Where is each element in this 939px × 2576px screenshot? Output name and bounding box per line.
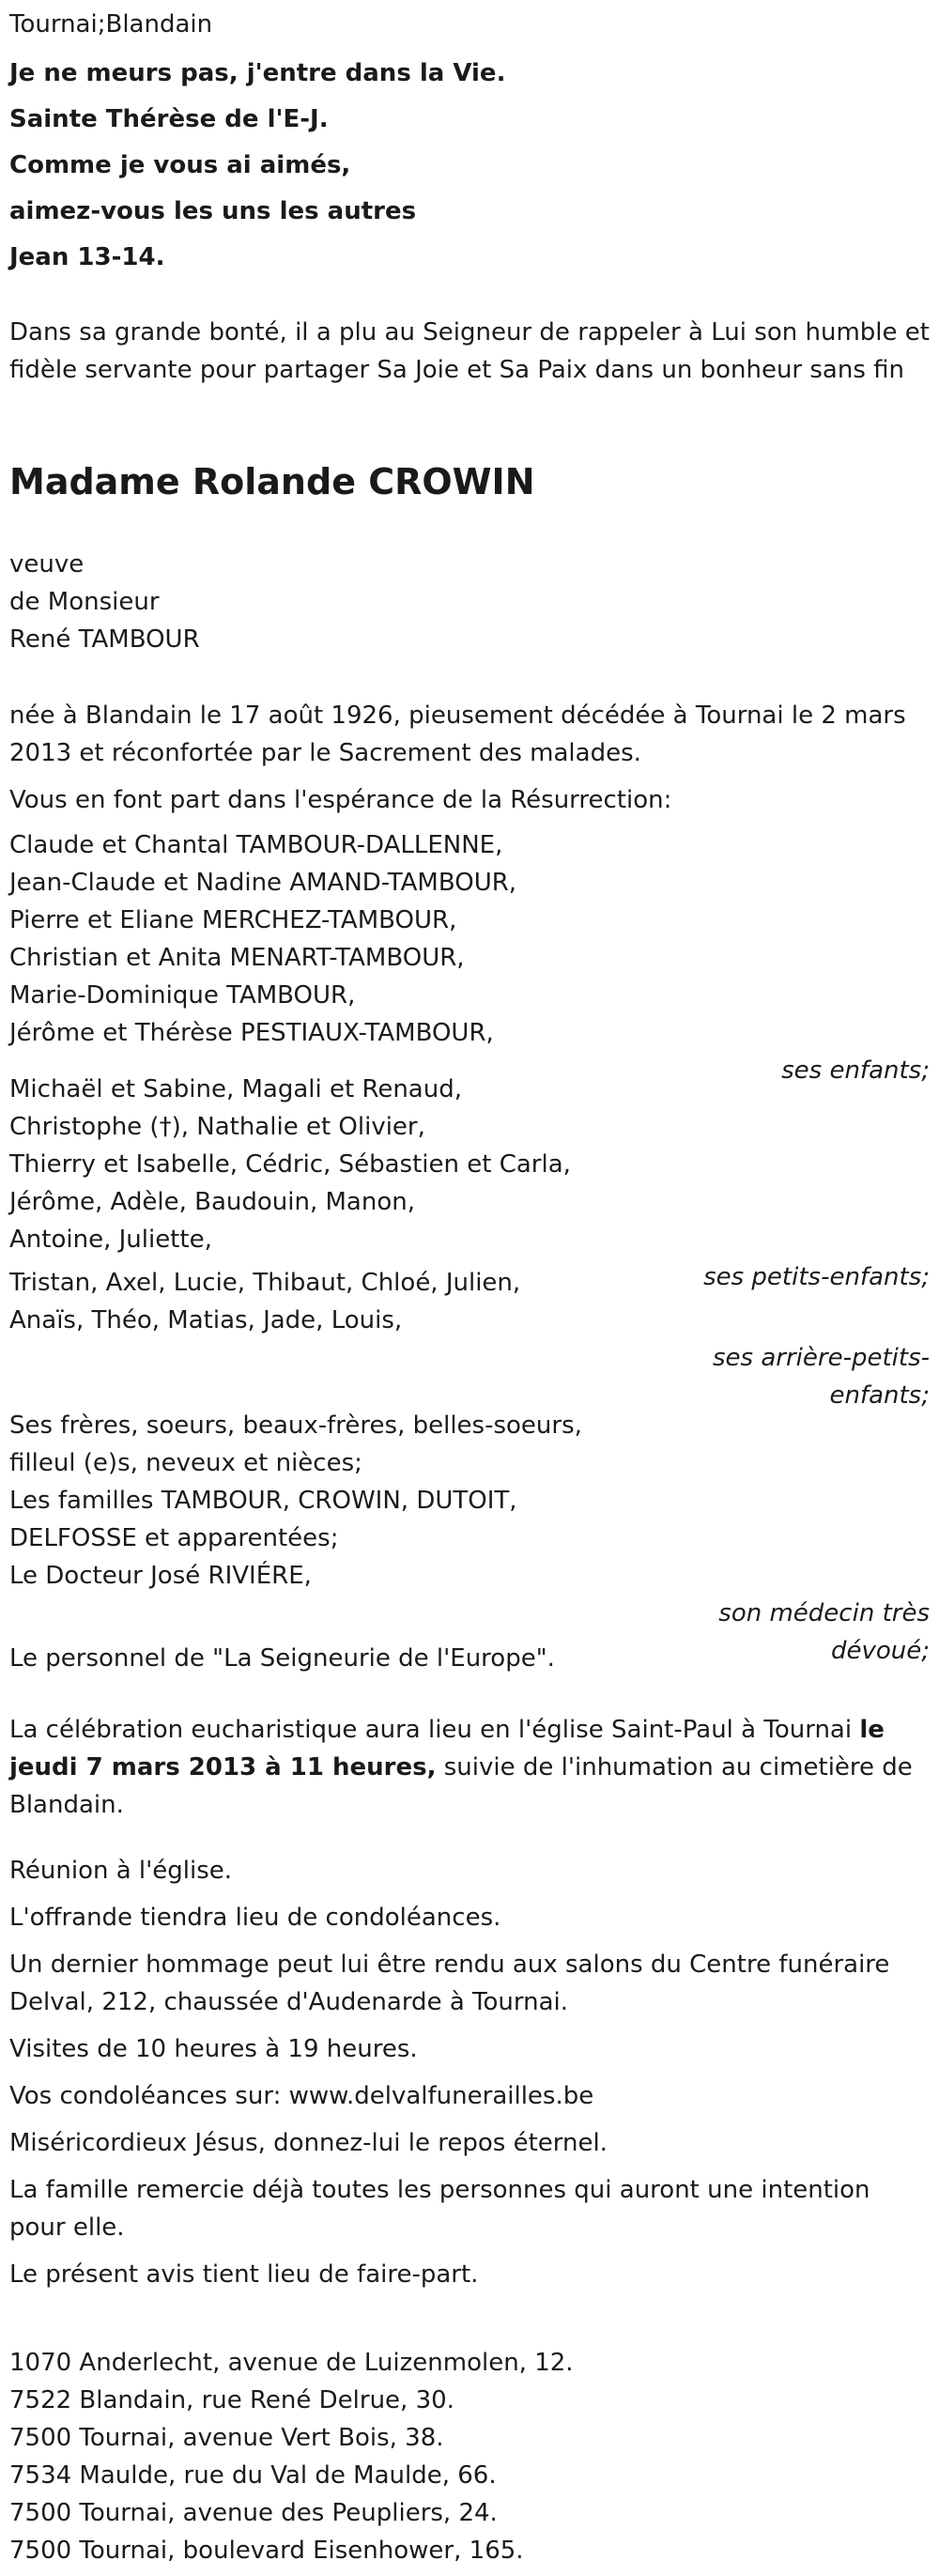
others-block: [9, 1407, 930, 1670]
info-line: L'offrande tiendra lieu de condoléances.: [9, 1904, 501, 1932]
info-line: Miséricordieux Jésus, donnez-lui le repos éternel.: [9, 2129, 608, 2157]
info-line: Le présent avis tient lieu de faire-part.: [9, 2260, 479, 2289]
address-line: 1070 Anderlecht, avenue de Luizenmolen, 12.: [9, 2349, 574, 2377]
intro-block: [9, 314, 930, 389]
info-line: Vos condoléances sur: www.delvalfunerailles.be: [9, 2082, 594, 2110]
address-line: 7534 Maulde, rue du Val de Maulde, 66.: [9, 2461, 497, 2490]
spouse-block: [9, 546, 200, 658]
grandchild-line: Jérôme, Adèle, Baudouin, Manon,: [9, 1188, 415, 1216]
children-label: ses enfants;: [781, 1057, 930, 1085]
verses-block: [9, 51, 505, 281]
spouse-line: René TAMBOUR: [9, 625, 200, 654]
grandchildren-block: [9, 1071, 930, 1296]
spouse-line: de Monsieur: [9, 588, 160, 616]
staff-text: Le personnel de "La Seigneurie de l'Europe".: [9, 1644, 555, 1673]
deceased-name-block: [9, 458, 535, 505]
child-line: Claude et Chantal TAMBOUR-DALLENNE,: [9, 831, 503, 859]
announcement-text: Vous en font part dans l'espérance de la Résurrection:: [9, 786, 672, 814]
other-line: Le Docteur José RIVIÉRE,: [9, 1562, 312, 1590]
grandchild-line: Antoine, Juliette,: [9, 1226, 212, 1254]
info-block: [9, 1852, 930, 2303]
doctor-label: son médecin très: [718, 1599, 930, 1627]
other-line: filleul (e)s, neveux et nièces;: [9, 1449, 362, 1477]
verse-citation: Jean 13-14.: [9, 243, 165, 271]
verse-line: Je ne meurs pas, j'entre dans la Vie.: [9, 59, 506, 87]
other-line: Les familles TAMBOUR, CROWIN, DUTOIT,: [9, 1487, 517, 1515]
other-line: Ses frères, soeurs, beaux-frères, belles-soeurs,: [9, 1411, 582, 1440]
child-line: Marie-Dominique TAMBOUR,: [9, 981, 356, 1010]
deceased-name: Madame Rolande CROWIN: [9, 461, 535, 502]
info-line: Réunion à l'église.: [9, 1857, 233, 1885]
child-line: Jérôme et Thérèse PESTIAUX-TAMBOUR,: [9, 1019, 494, 1047]
info-line: La famille remercie déjà toutes les personnes qui auront une intention pour elle.: [9, 2176, 870, 2242]
grandchildren-label: ses petits-enfants;: [703, 1263, 930, 1291]
address-line: 7500 Tournai, boulevard Eisenhower, 165.: [9, 2537, 524, 2565]
verse-line: aimez-vous les uns les autres: [9, 197, 417, 225]
great-grandchild-line: Anaïs, Théo, Matias, Jade, Louis,: [9, 1306, 403, 1334]
grandchild-line: Michaël et Sabine, Magali et Renaud,: [9, 1075, 462, 1103]
grandchild-line: Christophe (†), Nathalie et Olivier,: [9, 1113, 425, 1141]
birth-death-text: née à Blandain le 17 août 1926, pieusement décédée à Tournai le 2 mars 2013 et réconfortée par le Sacrement des malades.: [9, 702, 906, 767]
other-line: DELFOSSE et apparentées;: [9, 1524, 339, 1552]
doctor-label: dévoué;: [830, 1637, 930, 1665]
address-line: 7500 Tournai, avenue Vert Bois, 38.: [9, 2424, 444, 2452]
intro-paragraph: Dans sa grande bonté, il a plu au Seigneur de rappeler à Lui son humble et fidèle servante pour partager Sa Joie et Sa Paix dans un bonheur sans fin: [9, 318, 930, 384]
ceremony-text-after: suivie de l'inhumation au cimetière de Blandain.: [9, 1753, 913, 1819]
great-grandchildren-label: enfants;: [829, 1381, 930, 1410]
grandchild-line: Thierry et Isabelle, Cédric, Sébastien et Carla,: [9, 1150, 571, 1179]
child-line: Pierre et Eliane MERCHEZ-TAMBOUR,: [9, 906, 457, 934]
info-line: Un dernier hommage peut lui être rendu aux salons du Centre funéraire Delval, 212, chaussée d'Audenarde à Tournai.: [9, 1951, 890, 2016]
ceremony-paragraph: [9, 1711, 930, 1824]
location-text: Tournai;Blandain: [9, 10, 213, 39]
spouse-line: veuve: [9, 550, 85, 578]
address-line: 7522 Blandain, rue René Delrue, 30.: [9, 2386, 454, 2414]
verse-line: Sainte Thérèse de l'E-J.: [9, 105, 329, 133]
birth-death-block: [9, 697, 930, 772]
ceremony-text-before: La célébration eucharistique aura lieu en l'église Saint-Paul à Tournai: [9, 1716, 860, 1744]
ceremony-date: le jeudi 7 mars 2013 à 11 heures,: [9, 1716, 885, 1782]
child-line: Christian et Anita MENART-TAMBOUR,: [9, 944, 465, 972]
great-grandchild-line: Tristan, Axel, Lucie, Thibaut, Chloé, Julien,: [9, 1269, 521, 1297]
info-line: Visites de 10 heures à 19 heures.: [9, 2035, 418, 2063]
ceremony-block: [9, 1711, 930, 1824]
addresses-block: [9, 2344, 574, 2569]
children-block: [9, 826, 930, 1089]
child-line: Jean-Claude et Nadine AMAND-TAMBOUR,: [9, 869, 517, 897]
address-line: 7500 Tournai, avenue des Peupliers, 24.: [9, 2499, 498, 2527]
verse-line: Comme je vous ai aimés,: [9, 151, 351, 179]
location-header: [9, 6, 212, 43]
staff-block: [9, 1640, 555, 1677]
great-grandchildren-block: [9, 1264, 930, 1414]
great-grandchildren-label: ses arrière-petits-: [713, 1344, 930, 1372]
announcement-block: [9, 781, 671, 819]
